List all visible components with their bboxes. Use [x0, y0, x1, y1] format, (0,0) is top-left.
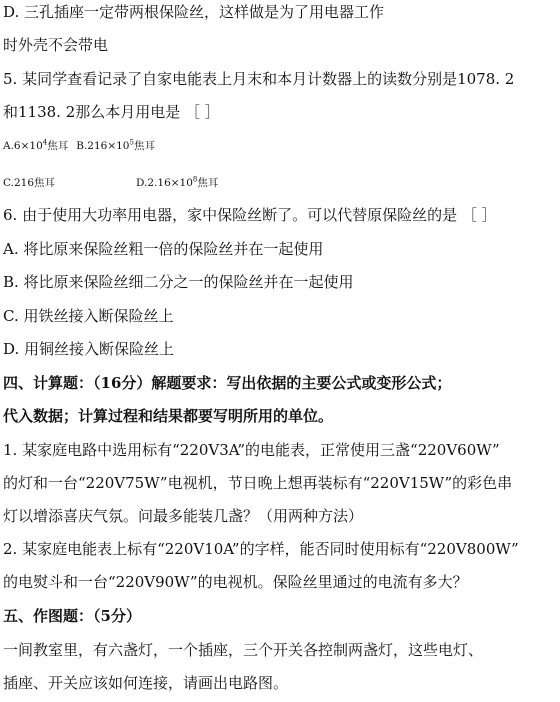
drawing-q-line2: 插座、开关应该如何连接，请画出电路图。 — [3, 674, 289, 692]
q5-option-b: $B.216\times 10^5$焦耳 — [76, 138, 155, 152]
calc-q1-line1: 1. 某家庭电路中选用标有“220V3A”的电能表，正常使用三盏“220V60W” — [3, 441, 500, 459]
q4-option-d-line2: 时外壳不会带电 — [3, 36, 109, 54]
q5-option-a: $A.6\times 10^4$焦耳 — [3, 138, 69, 152]
q6-option-d: D. 用铜丝接入断保险丝上 — [3, 340, 175, 358]
section-5-heading: 五、作图题：（5分） — [3, 607, 141, 625]
section-4-instructions: 代入数据；计算过程和结果都要写明所用的单位。 — [3, 407, 334, 425]
q5-option-d: $D.2.16\times 10^8$焦耳 — [136, 175, 219, 189]
section-4-heading: 四、计算题：（16分）解题要求：写出依据的主要公式或变形公式； — [3, 374, 452, 392]
calc-q1-line3: 灯以增添喜庆气氛。问最多能装几盏？（用两种方法） — [3, 507, 364, 525]
q6-option-b: B. 将比原来保险丝细二分之一的保险丝并在一起使用 — [3, 273, 354, 291]
calc-q2-line1: 2. 某家庭电能表上标有“220V10A”的字样，能否同时使用标有“220V800W” — [3, 540, 519, 558]
calc-q2-line2: 的电熨斗和一台“220V90W”的电视机。保险丝里通过的电流有多大？ — [3, 573, 468, 591]
q4-option-d-line1: D. 三孔插座一定带两根保险丝，这样做是为了用电器工作 — [3, 3, 385, 21]
q5-options-row2 — [3, 176, 403, 190]
q6-stem: 6. 由于使用大功率用电器，家中保险丝断了。可以代替原保险丝的是 ［ ］ — [3, 206, 497, 224]
q5-stem-line1: 5. 某同学查看记录了自家电能表上月末和本月计数器上的读数分别是1078. 2 — [3, 70, 515, 88]
q5-stem-line2: 和1138. 2那么本月用电是 ［ ］ — [3, 103, 220, 121]
q5-options-row1 — [3, 139, 155, 153]
calc-q1-line2: 的灯和一台“220V75W”电视机，节日晚上想再装标有“220V15W”的彩色串 — [3, 474, 513, 492]
drawing-q-line1: 一间教室里，有六盏灯，一个插座，三个开关各控制两盏灯，这些电灯、 — [3, 641, 484, 659]
q5-option-c: C.216焦耳 — [3, 177, 56, 189]
q6-option-a: A. 将比原来保险丝粗一倍的保险丝并在一起使用 — [3, 240, 324, 258]
q6-option-c: C. 用铁丝接入断保险丝上 — [3, 307, 174, 325]
